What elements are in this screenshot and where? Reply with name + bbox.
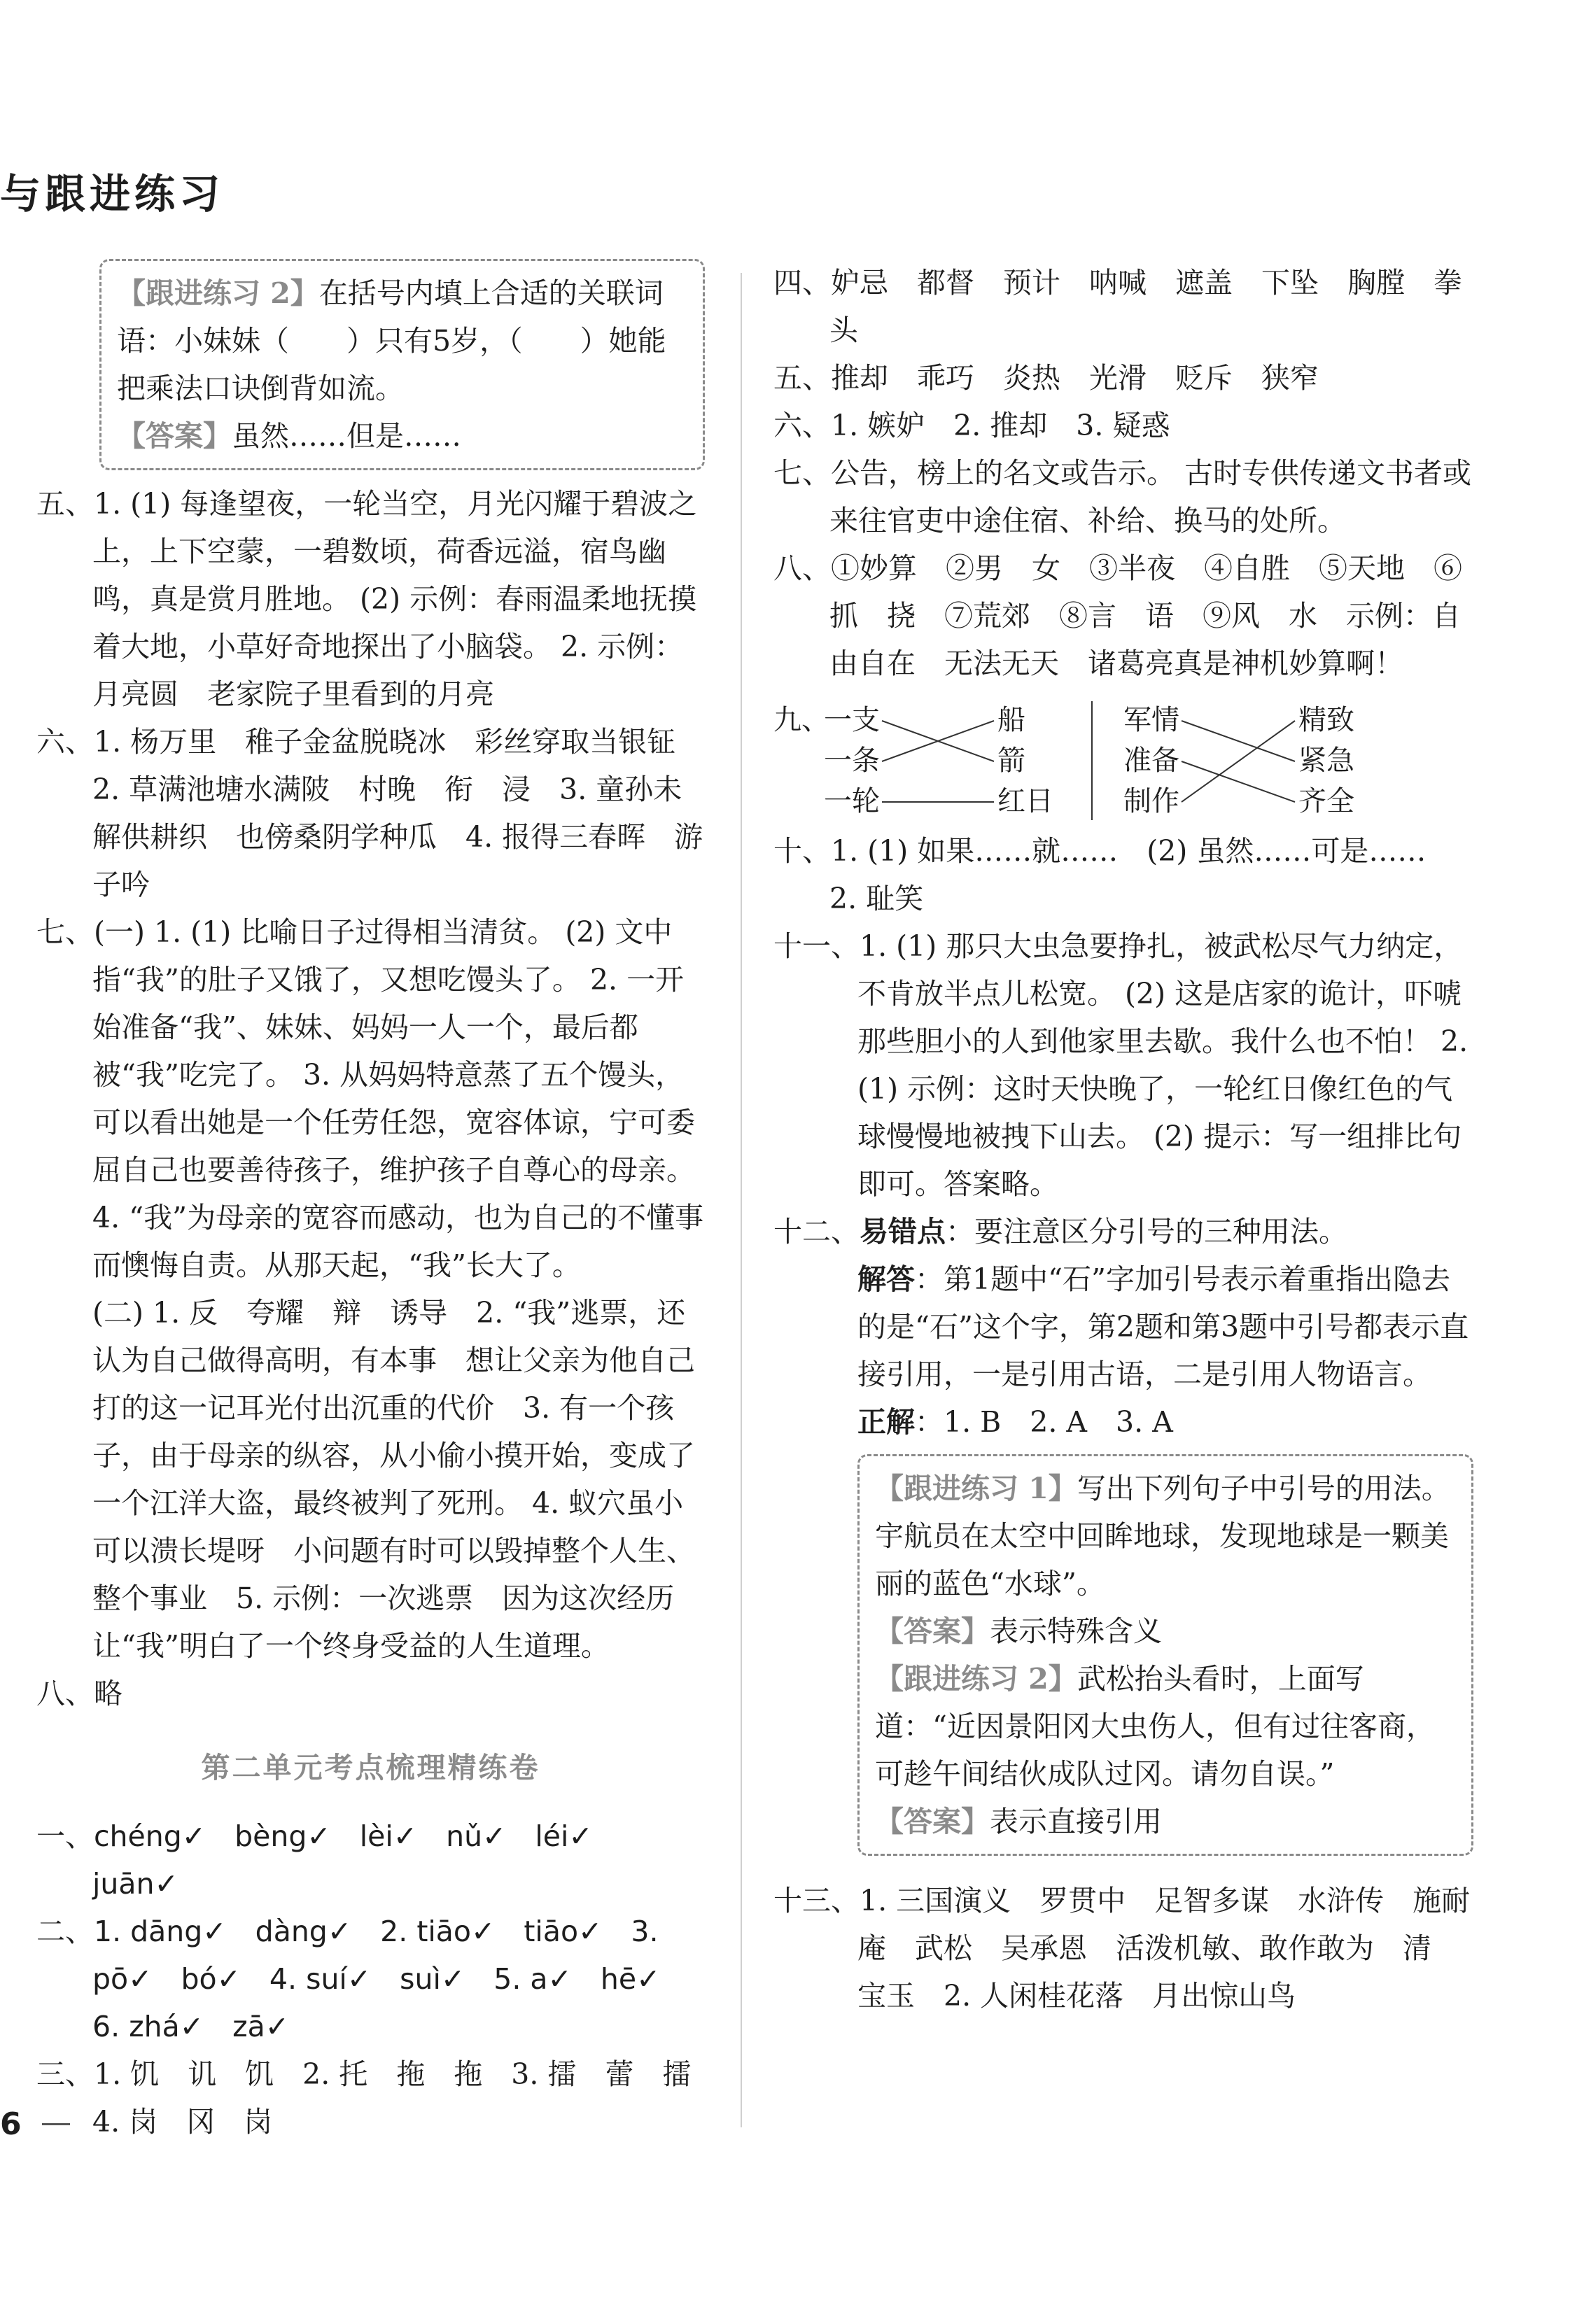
column-divider bbox=[741, 273, 742, 2127]
match-right-a-1: 军情 bbox=[1123, 704, 1179, 736]
match-right-b-3: 齐全 bbox=[1298, 785, 1354, 817]
practice-text: 在括号内填上合适的关联词语：小妹妹（ ）只有5岁，（ ）她能把乘法口诀倒背如流。 bbox=[117, 276, 666, 405]
practice-answer-1 bbox=[875, 1607, 1457, 1655]
matching-lines bbox=[773, 687, 1403, 827]
practice-text-1: 写出下列句子中引号的用法。宇航员在太空中回眸地球，发现地球是一颗美丽的蓝色“水球”。 bbox=[875, 1472, 1450, 1600]
r12-fix-label: 正解 bbox=[857, 1405, 915, 1439]
r12-ans-label: 解答 bbox=[857, 1262, 915, 1296]
practice-box-left bbox=[99, 259, 705, 470]
match-line-5 bbox=[1182, 761, 1295, 802]
page-number-dash bbox=[42, 2123, 70, 2125]
page-header-title: 与跟进练习 bbox=[0, 170, 225, 218]
practice-answer bbox=[117, 412, 689, 460]
answer-section-8: 八、略 bbox=[36, 1677, 122, 1710]
answer-section-r11: 十一、1. (1) 那只大虫急要挣扎，被武松尽气力纳定，不肯放半点儿松宽。 (2) 这是店家的诡计，吓唬那些胆小的人到他家里去歇。我什么也不怕！ 2. (1) 示例：这时天快晚了，一轮红日像红色的气球慢慢地被拽下山去。 (2) 提示：写一组排比句即可。答案略。 bbox=[773, 929, 1469, 1201]
r12-key-label: 易错点 bbox=[860, 1215, 946, 1248]
match-left-b-3: 红日 bbox=[997, 785, 1053, 817]
answer-section-5: 五、1. (1) 每逢望夜，一轮当空，月光闪耀于碧波之上，上下空蒙，一碧数顷，荷香远溢，宿鸟幽鸣，真是赏月胜地。 (2) 示例：春雨温柔地抚摸着大地，小草好奇地探出了小脑袋。 2. 示例：月亮圆 老家院子里看到的月亮 bbox=[36, 487, 697, 711]
practice-question-1 bbox=[875, 1465, 1457, 1607]
matching-exercise bbox=[773, 687, 1473, 827]
practice-box-right bbox=[857, 1454, 1473, 1856]
unit-answer-2: 二、1. dāng✓ dàng✓ 2. tiāo✓ tiāo✓ 3. pō✓ bó✓ 4. suí✓ suì✓ 5. a✓ hē✓ 6. zhá✓ zā✓ bbox=[36, 1915, 689, 2043]
practice-tag: 【跟进练习 2】 bbox=[117, 276, 319, 310]
match-right-a-3: 制作 bbox=[1123, 785, 1179, 817]
practice-tag-1: 【跟进练习 1】 bbox=[875, 1472, 1077, 1505]
practice-answer-2 bbox=[875, 1798, 1457, 1845]
match-left-a-3: 一轮 bbox=[824, 785, 880, 817]
match-right-b-2: 紧急 bbox=[1298, 745, 1354, 777]
matching-label: 九、 bbox=[773, 704, 829, 736]
answer-section-r6: 六、1. 嫉妒 2. 推却 3. 疑惑 bbox=[773, 409, 1170, 442]
unit-section-title: 第二单元考点梳理精练卷 bbox=[201, 1751, 540, 1784]
match-left-b-1: 船 bbox=[997, 704, 1025, 736]
unit-answer-1: 一、chéng✓ bèng✓ lèi✓ nǔ✓ léi✓ juān✓ bbox=[36, 1819, 622, 1901]
answer-tag-1: 【答案】 bbox=[875, 1614, 990, 1648]
match-left-a-1: 一支 bbox=[824, 704, 880, 736]
answer-section-7-part-2: (二) 1. 反 夸耀 辩 诱导 2. “我”逃票，还认为自己做得高明，有本事 想让父亲为他自己打的这一记耳光付出沉重的代价 3. 有一个孩子，由于母亲的纵容，从小偷小摸开始，变成了一个江洋大盗，最终被判了死刑。 4. 蚁穴虽小可以溃长堤呀 小问题有时可以毁掉整个人生、整个事业 5. 示例：一次逃票 因为这次经历让“我”明白了一个终身受益的人生道理。 bbox=[92, 1296, 695, 1663]
unit-answer-3: 三、1. 饥 讥 饥 2. 托 拖 拖 3. 擂 蕾 擂 4. 岗 冈 岗 bbox=[36, 2057, 720, 2139]
right-column bbox=[773, 259, 1473, 2020]
answer-text-2: 表示直接引用 bbox=[990, 1805, 1162, 1838]
match-left-a-2: 一条 bbox=[824, 745, 880, 777]
answer-text-1: 表示特殊含义 bbox=[990, 1614, 1162, 1648]
answer-tag-2: 【答案】 bbox=[875, 1805, 990, 1838]
practice-question bbox=[117, 269, 689, 412]
answer-section-r4: 四、妒忌 都督 预计 呐喊 遮盖 下坠 胸膛 拳头 bbox=[773, 266, 1462, 347]
answer-section-r7: 七、公告，榜上的名文或告示。 古时专供传递文书者或来往官吏中途住宿、补给、换马的处所。 bbox=[773, 456, 1472, 537]
practice-question-2 bbox=[875, 1655, 1457, 1798]
answer-text: 虽然……但是…… bbox=[232, 419, 461, 453]
answer-section-r5: 五、推却 乖巧 炎热 光滑 贬斥 狭窄 bbox=[773, 361, 1319, 395]
match-line-4 bbox=[1182, 721, 1295, 761]
answer-section-r8: 八、①妙算 ②男 女 ③半夜 ④自胜 ⑤天地 ⑥抓 挠 ⑦荒郊 ⑧言 语 ⑨风 水 示例：自由自在 无法无天 诸葛亮真是神机妙算啊！ bbox=[773, 551, 1462, 680]
answer-section-7-part-1: 七、(一) 1. (1) 比喻日子过得相当清贫。 (2) 文中指“我”的肚子又饿了，又想吃馒头了。 2. 一开始准备“我”、妹妹、妈妈一人一个，最后都被“我”吃完了。 3. 从妈妈特意蒸了五个馒头，可以看出她是一个任劳任怨，宽容体谅，宁可委屈自己也要善待孩子，维护孩子自尊心的母亲。 4. “我”为母亲的宽容而感动，也为自己的不懂事而懊悔自责。从那天起，“我”长大了。 bbox=[36, 915, 704, 1282]
match-right-b-1: 精致 bbox=[1298, 704, 1354, 736]
r12-fix-text: ：1. B 2. A 3. A bbox=[915, 1405, 1173, 1439]
answer-section-r13: 十三、1. 三国演义 罗贯中 足智多谋 水浒传 施耐庵 武松 吴承恩 活泼机敏、敢作敢为 清 宝玉 2. 人闲桂花落 月出惊山鸟 bbox=[773, 1884, 1471, 2013]
answer-section-r10: 十、1. (1) 如果……就…… (2) 虽然……可是…… 2. 耻笑 bbox=[773, 834, 1455, 915]
r12-explanation bbox=[773, 1255, 1473, 1398]
match-right-a-2: 准备 bbox=[1123, 745, 1179, 777]
r12-label: 十二、 bbox=[773, 1215, 860, 1248]
answer-tag: 【答案】 bbox=[117, 419, 232, 453]
answer-section-6: 六、1. 杨万里 稚子金盆脱晓冰 彩丝穿取当银钲 2. 草满池塘水满陂 村晚 衔 浸 3. 童孙未解供耕织 也傍桑阴学种瓜 4. 报得三春晖 游子吟 bbox=[36, 725, 705, 901]
r12-ans-text: ：第1题中“石”字加引号表示着重指出隐去的是“石”这个字，第2题和第3题中引号都表示直接引用，一是引用古语，二是引用人物语言。 bbox=[857, 1262, 1469, 1391]
match-line-6 bbox=[1182, 721, 1295, 802]
page-number: 6 bbox=[0, 2106, 22, 2142]
match-left-b-2: 箭 bbox=[997, 745, 1025, 777]
r12-key-text: ：要注意区分引号的三种用法。 bbox=[946, 1215, 1347, 1248]
practice-text-2: 武松抬头看时，上面写道：“近因景阳冈大虫伤人，但有过往客商，可趁午间结伙成队过冈。请勿自误。” bbox=[875, 1662, 1435, 1791]
practice-tag-2: 【跟进练习 2】 bbox=[875, 1662, 1077, 1696]
r12-correct bbox=[773, 1398, 1473, 1446]
left-column bbox=[36, 259, 720, 2146]
answer-section-r12 bbox=[773, 1208, 1473, 1255]
